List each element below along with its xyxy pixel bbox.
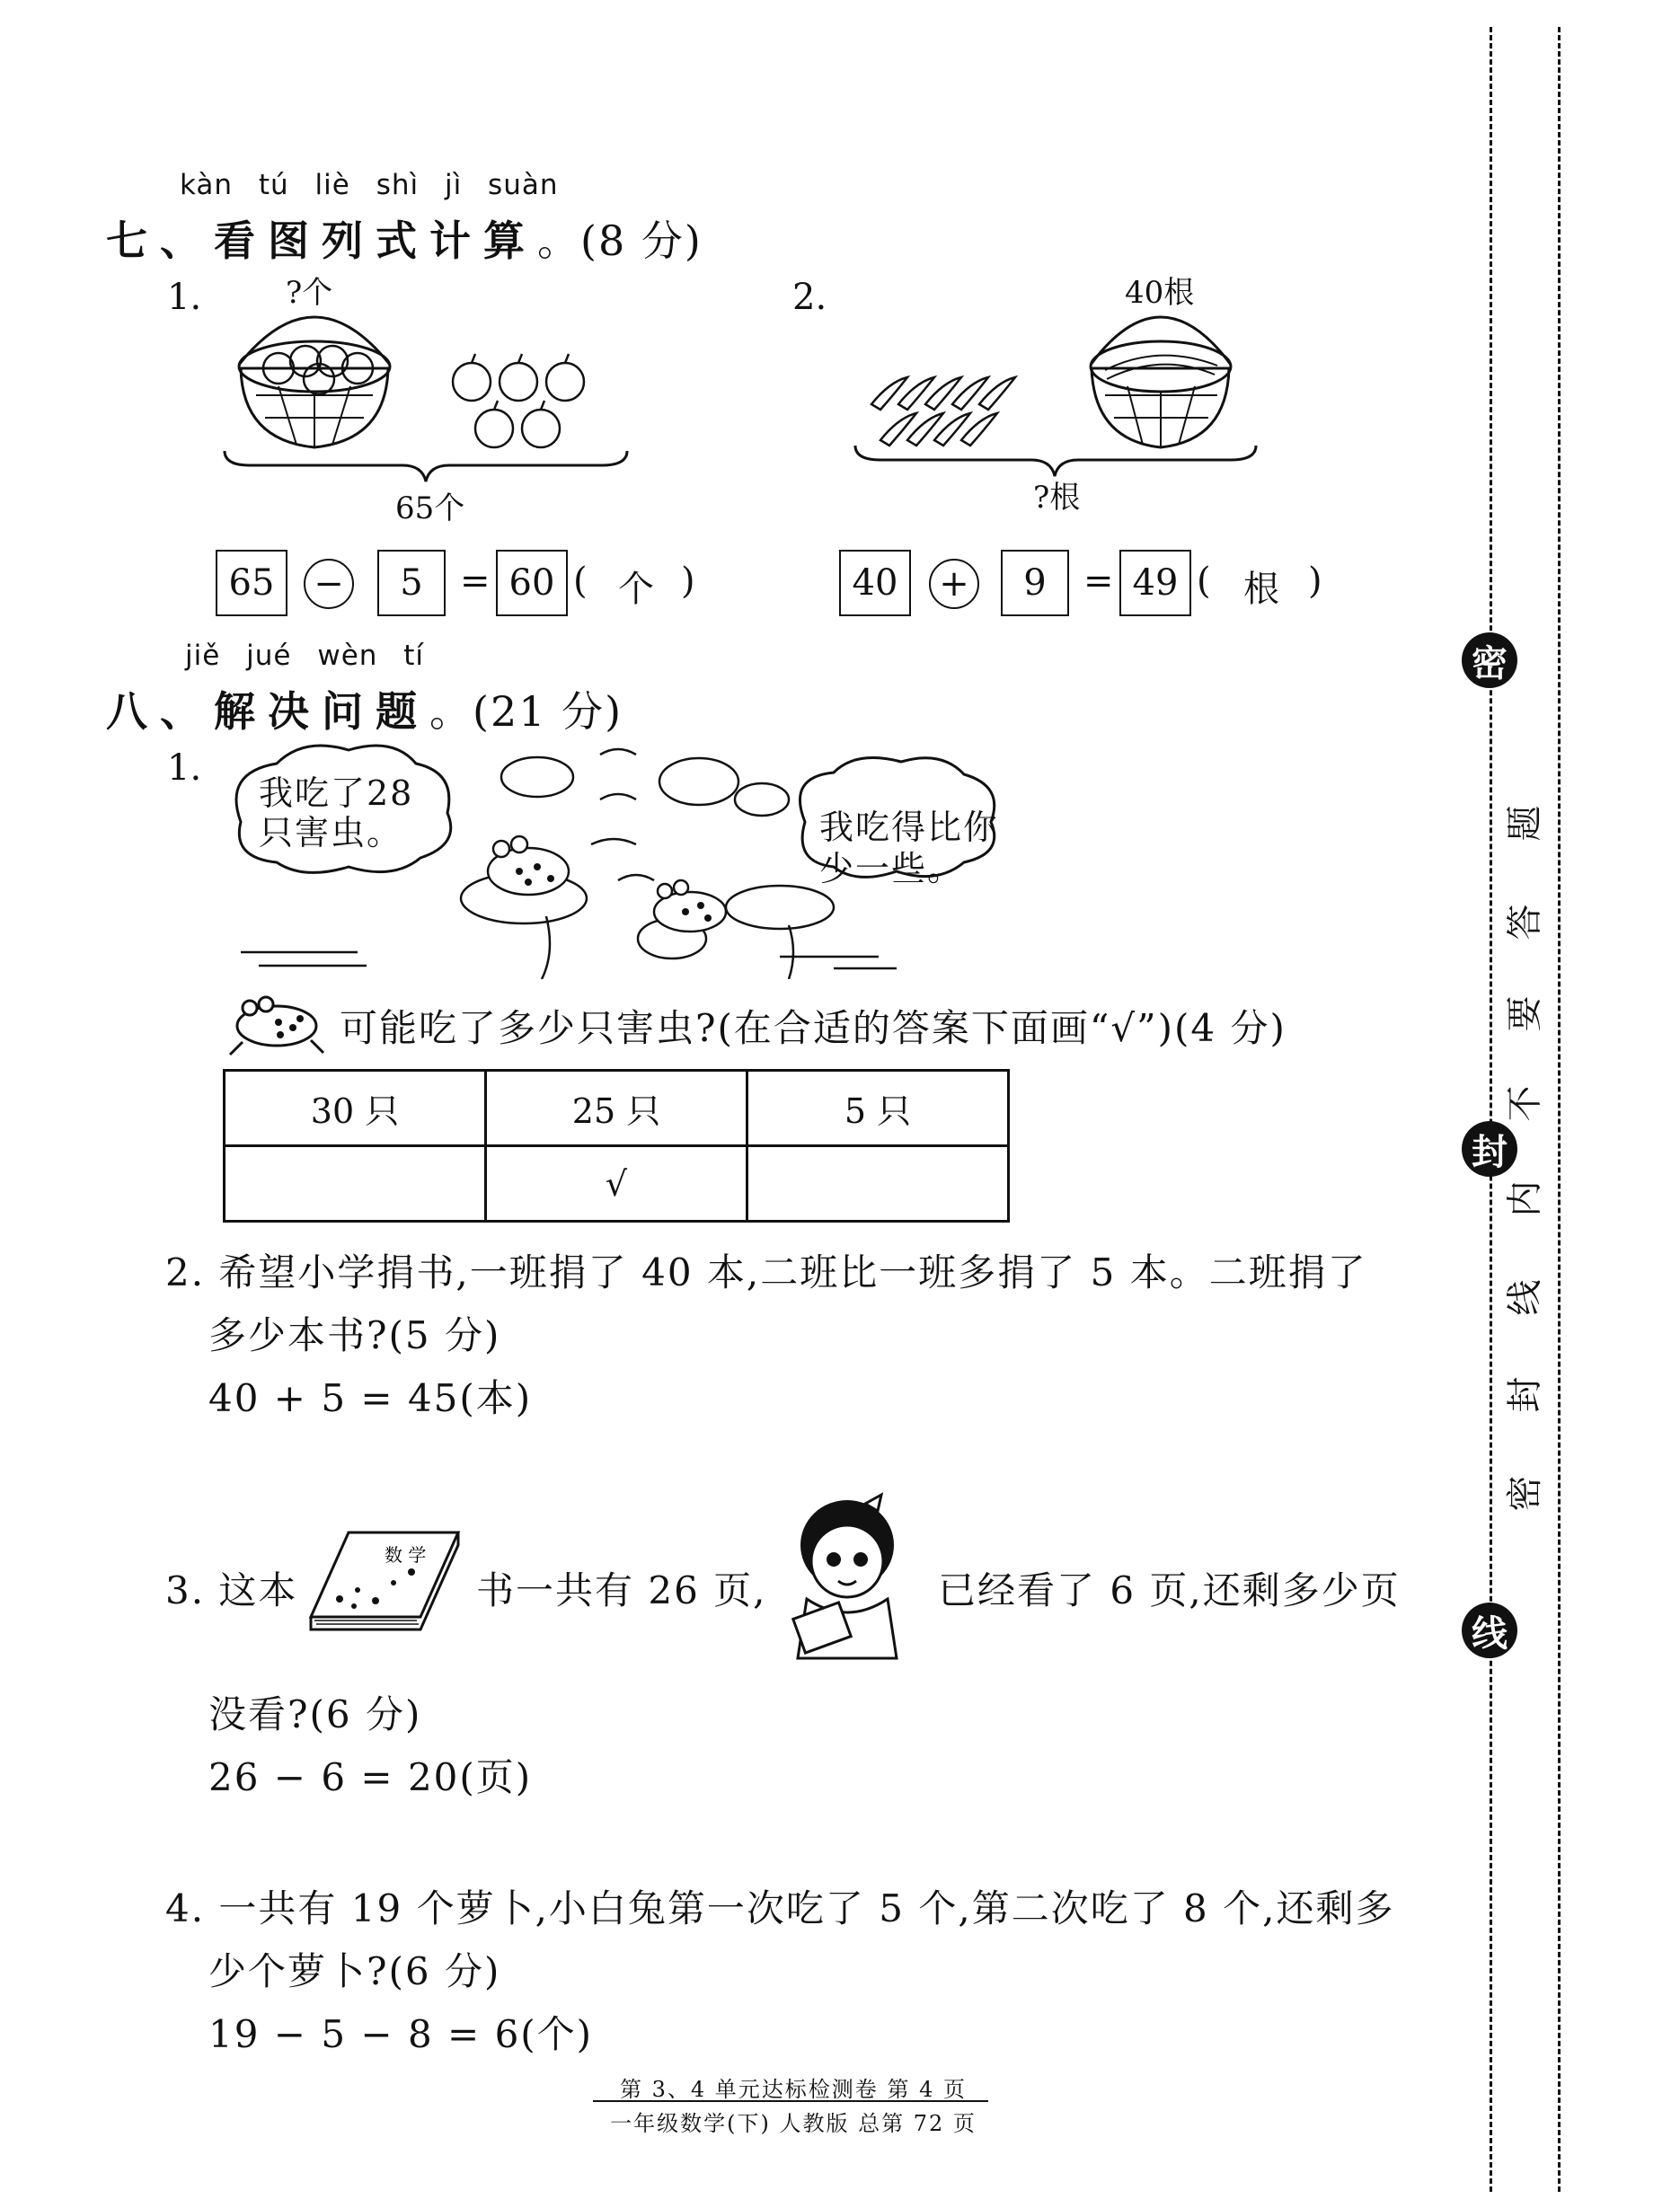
seal-feng: 封 bbox=[1462, 1121, 1517, 1177]
q7-2-box-3: 49 bbox=[1119, 550, 1191, 616]
sidebar-char: 内 bbox=[1504, 1180, 1546, 1217]
q8-4-line2: 少个萝卜?(6 分) bbox=[208, 1949, 501, 1993]
q8-2-line1: 2. 希望小学捐书,一班捐了 40 本,二班比一班多捐了 5 本。二班捐了 bbox=[165, 1250, 1367, 1294]
q7-1-box-2: 5 bbox=[377, 550, 446, 616]
section7-title: 七、看图列式计算 bbox=[106, 216, 537, 265]
table-header-cell: 30 只 bbox=[225, 1071, 486, 1146]
q7-1-unit: 个 bbox=[618, 569, 654, 610]
q8-1-number: 1. bbox=[167, 747, 202, 789]
q7-2-box-2: 9 bbox=[1001, 550, 1069, 616]
table-answer-cell[interactable]: √ bbox=[486, 1146, 747, 1222]
binding-dashed-line-outer bbox=[1558, 27, 1561, 2192]
q7-2-equals: = bbox=[1083, 561, 1114, 602]
q7-1-operator: − bbox=[304, 559, 354, 609]
table-header-cell: 5 只 bbox=[747, 1071, 1009, 1146]
bubble-left-line1: 我吃了28 bbox=[259, 773, 414, 813]
table-answer-cell[interactable] bbox=[225, 1146, 486, 1222]
q7-2-paren-close: ) bbox=[1308, 561, 1322, 602]
table-answer-cell[interactable] bbox=[747, 1146, 1009, 1222]
footer-line1: 第 3、4 单元达标检测卷 第 4 页 bbox=[620, 2077, 967, 2102]
sidebar-char: 题 bbox=[1504, 805, 1546, 842]
q8-3-line2: 没看?(6 分) bbox=[208, 1692, 422, 1736]
q7-2-bottom-label: ?根 bbox=[1033, 480, 1081, 516]
q7-2-operator: + bbox=[929, 559, 979, 609]
banana-basket-illustration bbox=[862, 305, 1240, 449]
table-header-row bbox=[225, 1071, 1009, 1146]
section8-title: 八、解决问题 bbox=[106, 687, 429, 736]
q7-1-paren-open: ( bbox=[573, 561, 588, 602]
footer-line2: 一年级数学(下) 人教版 总第 72 页 bbox=[610, 2111, 977, 2136]
sidebar-char: 封 bbox=[1504, 1376, 1546, 1413]
q8-2-line2: 多少本书?(5 分) bbox=[208, 1313, 501, 1357]
section7-heading bbox=[106, 208, 703, 268]
section8-score: 。(21 分) bbox=[429, 687, 623, 736]
reading-girl-illustration bbox=[780, 1491, 915, 1662]
brace-q7-1 bbox=[223, 449, 629, 485]
q7-1-top-label: ?个 bbox=[286, 275, 333, 311]
math-book-icon bbox=[304, 1527, 464, 1635]
q7-1-bottom-label: 65个 bbox=[395, 490, 465, 526]
q7-2-number: 2. bbox=[792, 277, 827, 318]
q8-3-middle: 书一共有 26 页, bbox=[476, 1568, 767, 1612]
apple-basket-illustration bbox=[216, 305, 638, 449]
sidebar-char: 密 bbox=[1504, 1475, 1546, 1512]
table-header-cell: 25 只 bbox=[486, 1071, 747, 1146]
math-book-title: 数 学 bbox=[385, 1544, 427, 1566]
bubble-left-line2: 只害虫。 bbox=[259, 813, 403, 852]
q8-1-question: 可能吃了多少只害虫?(在合适的答案下面画“√”)(4 分) bbox=[340, 1006, 1287, 1050]
q8-3-suffix: 已经看了 6 页,还剩多少页 bbox=[938, 1568, 1401, 1612]
bubble-right-line1: 我吃得比你 bbox=[819, 808, 1000, 847]
bubble-right-line2: 少一些。 bbox=[819, 849, 964, 888]
sidebar-char: 线 bbox=[1504, 1279, 1546, 1316]
q7-1-box-1: 65 bbox=[216, 550, 287, 616]
section7-score: 。(8 分) bbox=[537, 216, 703, 265]
q8-4-answer: 19 − 5 − 8 = 6(个) bbox=[208, 2012, 594, 2056]
q8-3-prefix: 3. 这本 bbox=[165, 1568, 298, 1612]
section8-heading bbox=[106, 679, 623, 738]
binding-dashed-line-inner bbox=[1490, 27, 1492, 2192]
sidebar-char: 不 bbox=[1504, 1085, 1546, 1122]
q8-2-answer: 40 + 5 = 45(本) bbox=[208, 1376, 533, 1420]
q7-2-box-1: 40 bbox=[839, 550, 911, 616]
q7-2-top-label: 40根 bbox=[1125, 275, 1195, 311]
frog-icon bbox=[225, 992, 329, 1056]
q7-2-paren-open: ( bbox=[1197, 561, 1211, 602]
section7-pinyin: kàn tú liè shì jì suàn bbox=[180, 169, 559, 201]
q7-1-equals: = bbox=[460, 561, 491, 602]
q8-3-answer: 26 − 6 = 20(页) bbox=[208, 1755, 533, 1799]
q7-1-paren-close: ) bbox=[681, 561, 695, 602]
seal-xian: 线 bbox=[1462, 1603, 1517, 1658]
q7-1-number: 1. bbox=[167, 277, 202, 318]
section8-pinyin: jiě jué wèn tí bbox=[185, 640, 425, 672]
q7-1-box-3: 60 bbox=[496, 550, 568, 616]
table-answer-row bbox=[225, 1146, 1009, 1222]
answer-table bbox=[223, 1069, 1010, 1223]
sidebar-char: 答 bbox=[1504, 904, 1546, 941]
q8-4-line1: 4. 一共有 19 个萝卜,小白兔第一次吃了 5 个,第二次吃了 8 个,还剩多 bbox=[165, 1886, 1395, 1930]
sidebar-char: 要 bbox=[1504, 995, 1546, 1032]
footer-divider bbox=[593, 2100, 988, 2102]
q7-2-unit: 根 bbox=[1243, 569, 1279, 610]
seal-mi: 密 bbox=[1462, 632, 1517, 688]
